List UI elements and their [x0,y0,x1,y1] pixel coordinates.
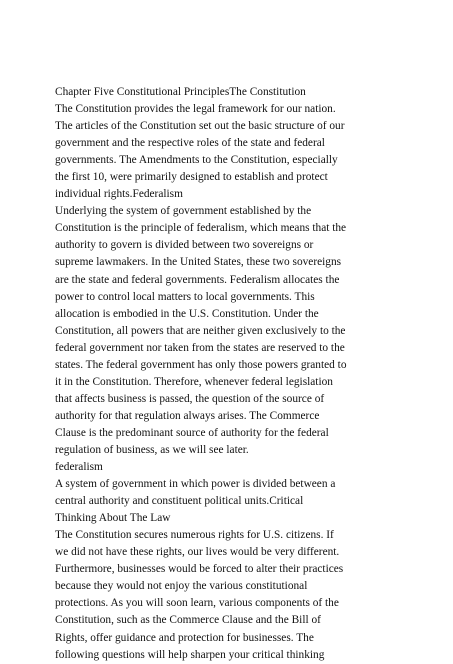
text-line: Underlying the system of government established by the [55,205,312,218]
text-line: individual rights.Federalism [55,188,183,201]
text-line: The Constitution secures numerous rights for U.S. citizens. If [55,529,334,542]
text-line: Furthermore, businesses would be forced to alter their practices [55,563,344,576]
text-line: governments. The Amendments to the Constitution, especially [55,154,338,167]
text-line: the first 10, were primarily designed to establish and protect [55,171,328,184]
text-line: central authority and constituent political units.Critical [55,495,304,508]
text-line: Rights, offer guidance and protection for businesses. The [55,631,314,644]
text-line: A system of government in which power is divided between a [55,478,336,491]
text-line: that affects business is passed, the question of the source of [55,392,325,405]
text-line: supreme lawmakers. In the United States, these two sovereigns [55,256,342,269]
text-line: following questions will help sharpen your critical thinking [55,648,325,661]
text-line: authority to govern is divided between two sovereigns or [55,239,314,252]
text-line: authority for that regulation always arises. The Commerce [55,409,320,422]
text-line: federal government nor taken from the states are reserved to the [55,341,345,354]
text-line: Chapter Five Constitutional PrinciplesThe Constitution [55,86,306,98]
text-line: it in the Constitution. Therefore, whenever federal legislation [55,375,333,388]
text-line: because they would not enjoy the various constitutional [55,580,308,593]
text-line: protections. As you will soon learn, various components of the [55,597,339,610]
text-line: Constitution is the principle of federalism, which means that the [55,222,347,235]
text-line: Thinking About The Law [55,512,171,525]
text-line: are the state and federal governments. Federalism allocates the [55,273,340,286]
text-line: federalism [55,461,103,474]
text-line: we did not have these rights, our lives would be very different. [55,546,340,559]
text-line: power to control local matters to local governments. This [55,290,315,303]
text-line: The Constitution provides the legal framework for our nation. [55,103,336,116]
text-line: Constitution, all powers that are neither given exclusively to the [55,324,346,337]
text-line: The articles of the Constitution set out the basic structure of our [55,120,345,133]
document-text [55,84,415,664]
text-line: regulation of business, as we will see later. [55,443,249,456]
text-line: Constitution, such as the Commerce Clause and the Bill of [55,614,321,627]
text-line: government and the respective roles of the state and federal [55,137,325,150]
text-line: Clause is the predominant source of authority for the federal [55,426,329,439]
text-line: states. The federal government has only those powers granted to [55,358,347,371]
text-line: allocation is embodied in the U.S. Constitution. Under the [55,307,319,320]
